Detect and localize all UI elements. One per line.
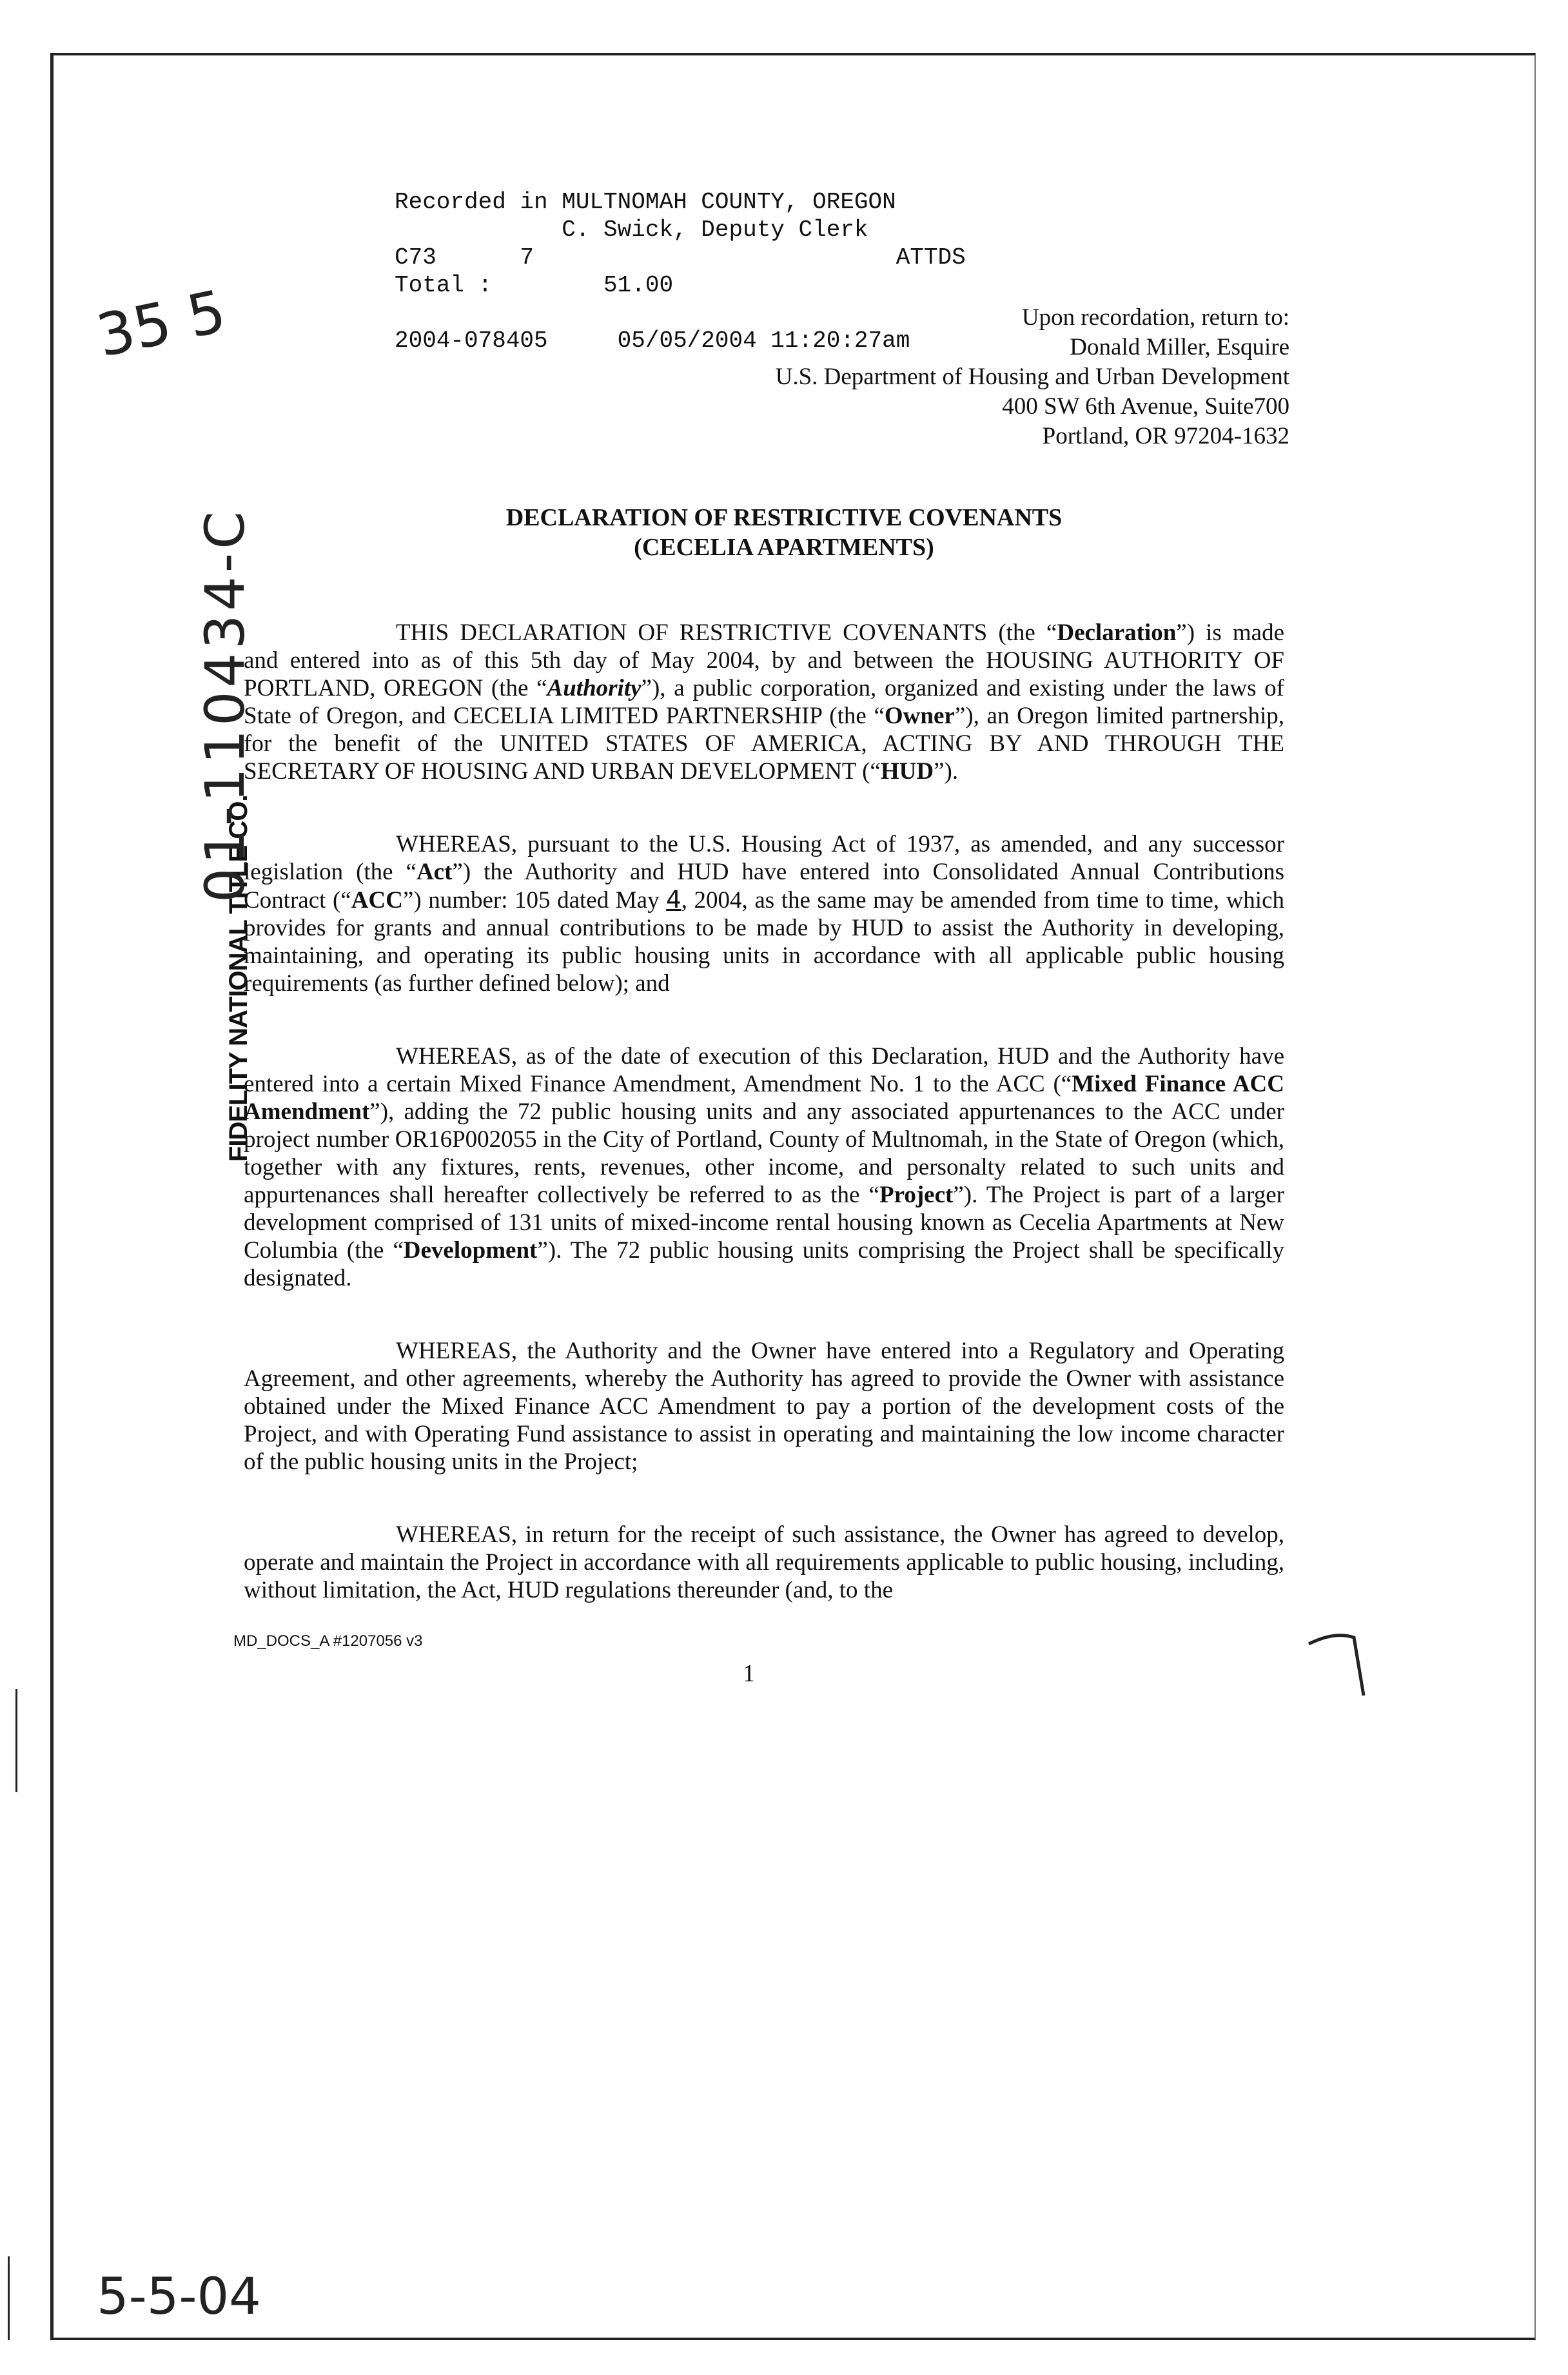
p2-text-c: ”) the Authority and HUD have entered into Consolidated Annual Contributions Contract (“ (244, 859, 1284, 914)
p3-term-development: Development (403, 1237, 538, 1264)
p1-term-authority: Authority (547, 675, 642, 701)
p2-handwritten-day: 4 (666, 886, 681, 914)
scan-line-left-2 (8, 2256, 10, 2340)
p3-term-project: Project (879, 1182, 954, 1208)
handwritten-date: 5-5-04 (97, 2268, 261, 2326)
paragraph-whereas-amendment (244, 1042, 1284, 1292)
return-address-block (776, 303, 1289, 451)
handwritten-corner-note: 35 5 (91, 277, 232, 371)
stamp-line-2: C. Swick, Deputy Clerk (395, 217, 868, 243)
title-line-2: (CECELIA APARTMENTS) (634, 534, 934, 561)
paragraph-whereas-act (244, 830, 1284, 997)
p1-term-hud: HUD (880, 758, 934, 785)
p1-text-a: THIS DECLARATION OF RESTRICTIVE COVENANTS (the “ (396, 620, 1057, 646)
stamp-line-4: Total : 51.00 (395, 272, 674, 298)
handwritten-file-number: 01-110434-C (193, 507, 257, 903)
p3-text-a: WHEREAS, as of the date of execution of this Declaration, HUD and the Authority have entered into a certain Mixed Finance Amendment, Amendment No. 1 to the ACC (“ (244, 1043, 1284, 1097)
p3-text-g: ”). The 72 public housing units comprising the Project shall be specifically designated. (244, 1237, 1284, 1291)
p2-text-a: WHEREAS, pursuant to the U.S. Housing Act of 1937, as amended, and any successor legislation (the “ (244, 831, 1284, 885)
p1-term-declaration: Declaration (1057, 620, 1177, 646)
p2-text-g: , 2004, as the same may be amended from time to time, which provides for grants and annual contributions to be made by HUD to assist the Authority in developing, maintaining, and operating its public housing units in accordance with all applicable public housing requirements (as further defined below); and (244, 887, 1285, 997)
paragraph-whereas-regulatory: WHEREAS, the Authority and the Owner have entered into a Regulatory and Operating Agreement, and other agreements, whereby the Authority has agreed to provide the Owner with assistance obtained under the Mixed Finance ACC Amendment to pay a portion of the development costs of the Project, and with Operating Fund assistance to assist in operating and maintaining the low income character of the public housing units in the Project; (244, 1338, 1284, 1475)
return-line-4: 400 SW 6th Avenue, Suite700 (1002, 393, 1289, 420)
return-line-5: Portland, OR 97204-1632 (1042, 423, 1289, 449)
p2-term-acc: ACC (351, 887, 403, 914)
p1-term-owner: Owner (884, 703, 955, 729)
p3-text-e: ”). The Project is part of a larger development comprised of 131 units of mixed-income rental housing known as Cecelia Apartments at New Columbia (the “ (244, 1182, 1285, 1264)
scan-line-left (15, 1689, 17, 1792)
p2-text-e: ”) number: 105 dated May (402, 887, 667, 914)
document-body (244, 619, 1284, 1604)
stamp-line-1: Recorded in MULTNOMAH COUNTY, OREGON (395, 189, 896, 215)
p1-text-g: ”), an Oregon limited partnership, for the benefit of the UNITED STATES OF AMERICA, ACTING BY AND THROUGH THE SECRETARY OF HOUSING AND URBAN DEVELOPMENT (“ (244, 703, 1284, 785)
stamp-line-3: C73 7 ATTDS (395, 244, 966, 271)
p1-text-i: ”). (934, 758, 959, 785)
p3-text-c: ”), adding the 72 public housing units and any associated appurtenances to the ACC under project number OR16P002055 in the City of Portland, County of Multnomah, in the State of Oregon (which, together with any fixtures, rents, revenues, other income, and personalty related to such units and appurtenances shall hereafter collectively be referred to as the “ (244, 1099, 1284, 1208)
title-line-1: DECLARATION OF RESTRICTIVE COVENANTS (505, 504, 1063, 531)
document-id: MD_DOCS_A #1207056 v3 (233, 1632, 423, 1650)
p2-term-act: Act (416, 859, 453, 885)
title-company-stamp: FIDELITY NATIONAL TITLE CO. (224, 795, 253, 1162)
paragraph-whereas-return: WHEREAS, in return for the receipt of such assistance, the Owner has agreed to develop, operate and maintain the Project in accordance with all requirements applicable to public housing, including, without limitation, the Act, HUD regulations thereunder (and, to the (244, 1521, 1284, 1603)
return-line-3: U.S. Department of Housing and Urban Development (775, 364, 1289, 390)
return-line-1: Upon recordation, return to: (1021, 304, 1289, 331)
p1-text-e: ”), a public corporation, organized and existing under the laws of State of Oregon, and CECELIA LIMITED PARTNERSHIP (the “ (244, 675, 1284, 729)
paragraph-declaration (244, 619, 1284, 785)
stamp-line-5: 2004-078405 05/05/2004 11:20:27am (395, 327, 910, 354)
p1-text-c: ”) is made and entered into as of this 5th day of May 2004, by and between the HOUSING AUTHORITY OF PORTLAND, OREGON (the “ (244, 620, 1284, 701)
page-number: 1 (743, 1660, 755, 1687)
p3-term-mixed-finance: Mixed Finance ACC Amendment (244, 1071, 1285, 1125)
handwritten-page-mark (1302, 1625, 1380, 1702)
return-line-2: Donald Miller, Esquire (1070, 334, 1289, 360)
